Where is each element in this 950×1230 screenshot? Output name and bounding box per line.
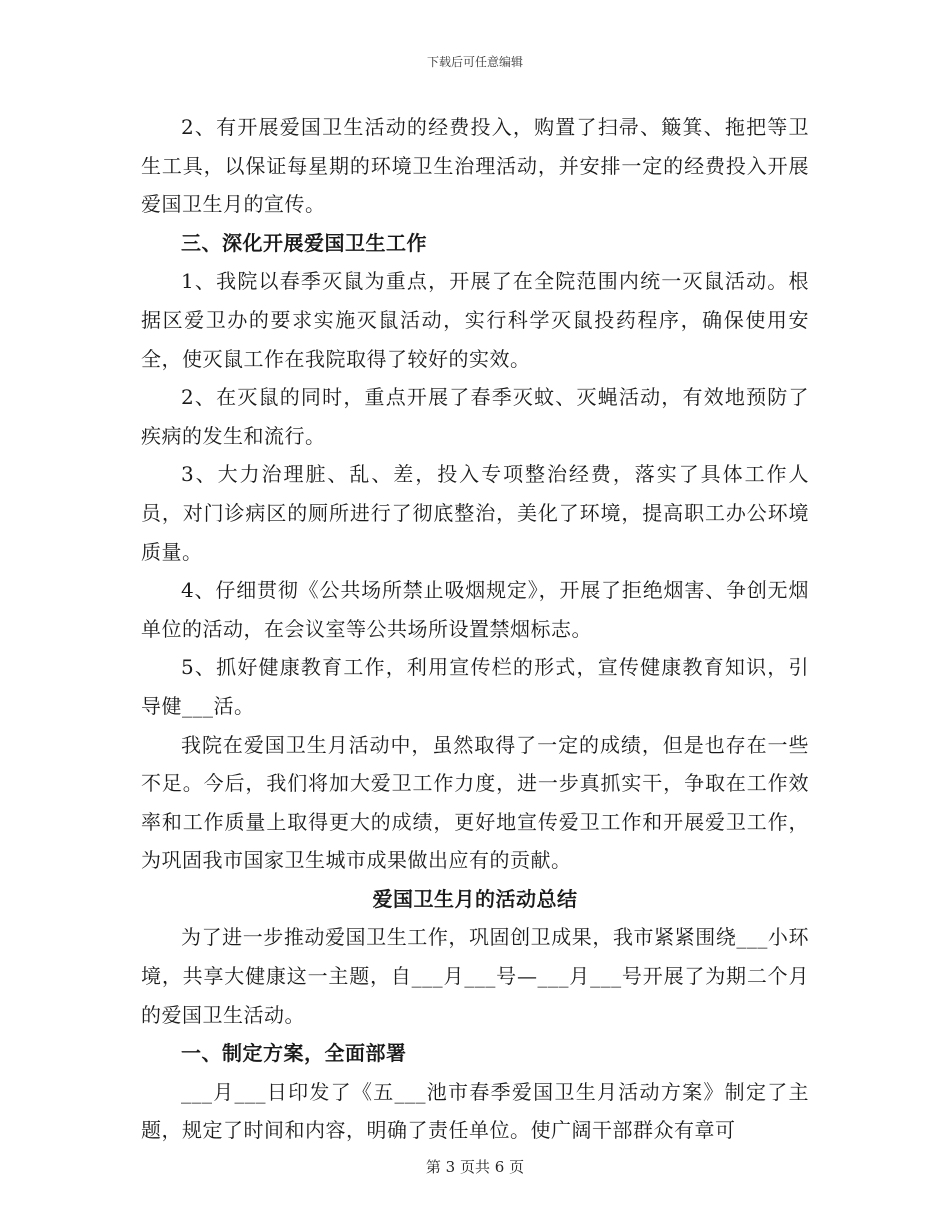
- section-heading-3: 三、深化开展爱国卫生工作: [181, 230, 427, 255]
- document-title: 爱国卫生月的活动总结: [372, 886, 578, 911]
- paragraph-health-education: 5、抓好健康教育工作，利用宣传栏的形式，宣传健康教育知识，引导健___活。: [141, 655, 809, 718]
- paragraph-rodent-control: 1、我院以春季灭鼠为重点，开展了在全院范围内统一灭鼠活动。根据区爱卫办的要求实施灭鼠活动，实行科学灭鼠投药程序，确保使用安全，使灭鼠工作在我院取得了较好的实效。: [141, 269, 809, 371]
- paragraph-intro: 为了进一步推动爱国卫生工作，巩固创卫成果，我市紧紧围绕___小环境，共享大健康这一主题，自___月___号—___月___号开展了为期二个月的爱国卫生活动。: [141, 925, 809, 1027]
- paragraph-funding: 2、有开展爱国卫生活动的经费投入，购置了扫帚、簸箕、拖把等卫生工具，以保证每星期的环境卫生治理活动，并安排一定的经费投入开展爱国卫生月的宣传。: [141, 115, 809, 217]
- page-number: 第 3 页共 6 页: [425, 1158, 525, 1176]
- page-header-note: 下载后可任意编辑: [426, 55, 523, 69]
- paragraph-smoking-ban: 4、仔细贯彻《公共场所禁止吸烟规定》，开展了拒绝烟害、争创无烟单位的活动，在会议室等公共场所设置禁烟标志。: [141, 578, 809, 641]
- paragraph-conclusion: 我院在爱国卫生月活动中，虽然取得了一定的成绩，但是也存在一些不足。今后，我们将加大爱卫工作力度，进一步真抓实干，争取在工作效率和工作质量上取得更大的成绩，更好地宣传爱卫工作和开展爱卫工作，为巩固我市国家卫生城市成果做出应有的贡献。: [141, 732, 809, 873]
- document-body: [141, 108, 809, 1150]
- paragraph-cleanup: 3、大力治理脏、乱、差，投入专项整治经费，落实了具体工作人员，对门诊病区的厕所进行了彻底整治，美化了环境，提高职工办公环境质量。: [141, 462, 809, 564]
- section-heading-1: 一、制定方案，全面部署: [181, 1041, 407, 1066]
- paragraph-mosquito-fly: 2、在灭鼠的同时，重点开展了春季灭蚊、灭蝇活动，有效地预防了疾病的发生和流行。: [141, 385, 809, 448]
- paragraph-plan: ___月___日印发了《五___池市春季爱国卫生月活动方案》制定了主题，规定了时间和内容，明确了责任单位。使广阔干部群众有章可: [141, 1079, 809, 1143]
